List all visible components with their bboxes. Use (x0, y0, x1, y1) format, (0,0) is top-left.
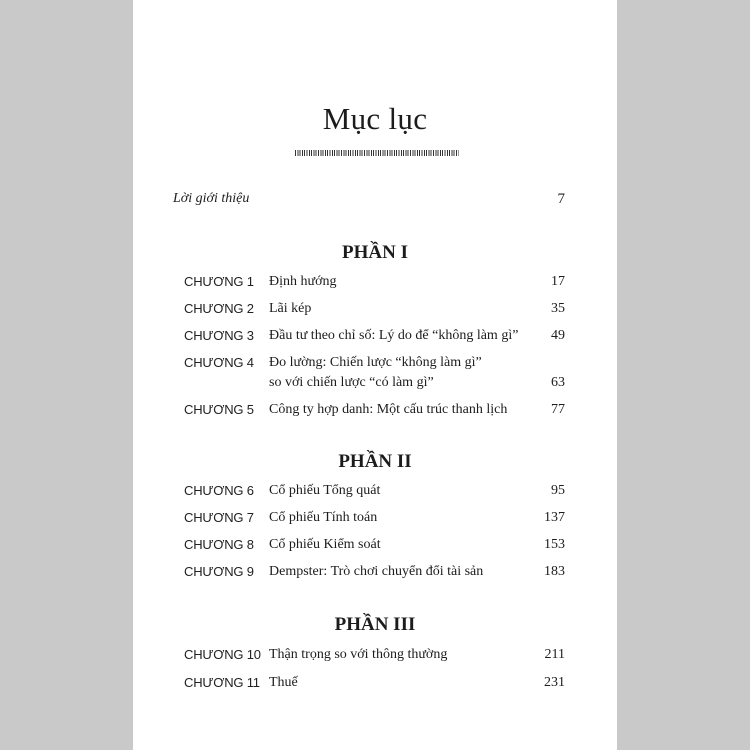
chapter-page-number: 63 (551, 375, 565, 390)
chapter-title: Định hướng (269, 274, 337, 289)
chapter-title: Thuế (269, 675, 298, 690)
chapter-number: CHƯƠNG 2 (184, 301, 254, 316)
chapter-title: Cổ phiếu Tính toán (269, 510, 378, 525)
chapter-number: CHƯƠNG 4 (184, 355, 254, 370)
chapter-page-number: 17 (551, 274, 565, 289)
chapter-number: CHƯƠNG 6 (184, 483, 254, 498)
page-title: Mục lục (322, 101, 428, 136)
chapter-title: Đo lường: Chiến lược “không làm gì” so với chiến lược “có làm gì” (269, 355, 482, 390)
part-heading-2: PHẦN II (338, 451, 412, 472)
chapter-title: Công ty hợp danh: Một cấu trúc thanh lịch (269, 402, 508, 417)
chapter-page-number: 137 (544, 510, 565, 525)
chapter-page-number: 35 (551, 301, 565, 316)
chapter-title: Thận trọng so với thông thường (269, 647, 448, 662)
chapter-page-number: 95 (551, 483, 565, 498)
chapter-number: CHƯƠNG 3 (184, 328, 254, 343)
part-heading-1: PHẦN I (342, 242, 408, 263)
chapter-number: CHƯƠNG 9 (184, 564, 254, 579)
book-page (133, 0, 617, 750)
chapter-page-number: 153 (544, 537, 565, 552)
part-heading-3: PHẦN III (334, 614, 416, 635)
intro-page-number: 7 (557, 191, 565, 207)
chapter-number: CHƯƠNG 5 (184, 402, 254, 417)
intro-label: Lời giới thiệu (173, 191, 250, 206)
chapter-number: CHƯƠNG 1 (184, 274, 254, 289)
chapter-title: Đầu tư theo chỉ số: Lý do để “không làm gì” (269, 328, 519, 343)
title-ornament (295, 150, 459, 156)
chapter-page-number: 77 (551, 402, 565, 417)
chapter-title: Cổ phiếu Kiểm soát (269, 537, 381, 552)
chapter-page-number: 231 (544, 675, 565, 690)
chapter-page-number: 49 (551, 328, 565, 343)
chapter-page-number: 211 (544, 647, 565, 662)
chapter-title: Dempster: Trò chơi chuyển đổi tài sản (269, 564, 484, 579)
chapter-page-number: 183 (544, 564, 565, 579)
chapter-number: CHƯƠNG 7 (184, 510, 254, 525)
chapter-number: CHƯƠNG 8 (184, 537, 254, 552)
chapter-number: CHƯƠNG 11 (184, 675, 260, 690)
chapter-title: Lãi kép (269, 301, 312, 316)
toc-intro-entry (173, 189, 565, 209)
chapter-title: Cổ phiếu Tổng quát (269, 483, 381, 498)
chapter-number: CHƯƠNG 10 (184, 647, 261, 662)
